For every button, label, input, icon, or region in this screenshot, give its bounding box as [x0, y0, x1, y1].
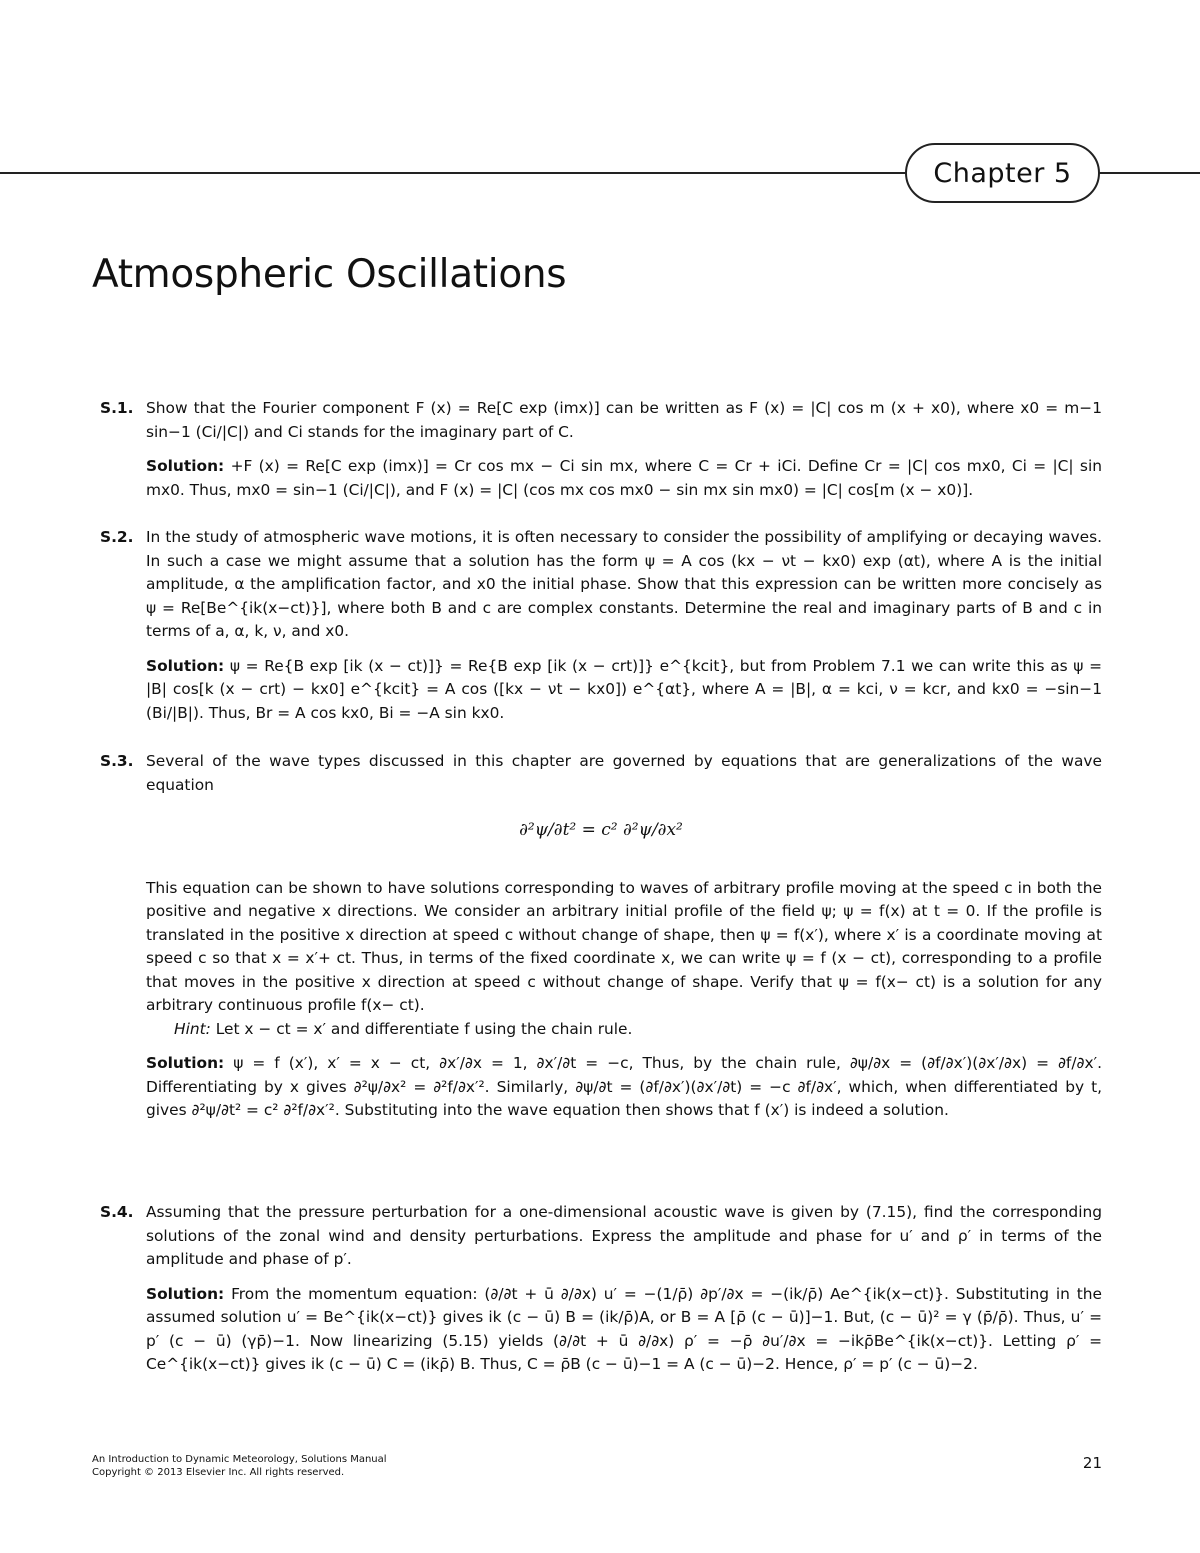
chapter-rule-left	[0, 172, 906, 174]
solution-text: ψ = Re{B exp [ik (x − ct)]} = Re{B exp [ik (x − crt)]} e^{kcit}, but from Problem 7.1 we can write this as ψ = |B| cos[k (x − crt) − kx0] e^{kcit} = A cos ([kx − νt − kx0]) e^{αt}, where A = |B|, α = kci, ν = kcr, and kx0 = −sin−1 (Bi/|B|). Thus, Br = A cos kx0, Bi = −A sin kx0.	[146, 656, 1102, 722]
footer	[92, 1453, 387, 1479]
footer-book-title: An Introduction to Dynamic Meteorology, Solutions Manual	[92, 1454, 387, 1465]
chapter-title: Atmospheric Oscillations	[92, 252, 567, 297]
hint-text: Let x − ct = x′ and differentiate f using the chain rule.	[215, 1019, 633, 1038]
problem-question: Assuming that the pressure perturbation for a one-dimensional acoustic wave is given by (7.15), find the corresponding solutions of the zonal wind and density perturbations. Express the amplitude and phase for u′ and ρ′ in terms of the amplitude and phase of p′.	[146, 1203, 1102, 1268]
solution	[146, 1283, 1102, 1377]
problem-number: S.3.	[100, 752, 134, 770]
wave-equation-text: ∂²ψ/∂t² = c² ∂²ψ/∂x²	[519, 820, 683, 840]
solution	[146, 1052, 1102, 1123]
solution-label: Solution:	[146, 457, 225, 475]
footer-copyright: Copyright © 2013 Elsevier Inc. All rights reserved.	[92, 1467, 345, 1478]
hint	[146, 1018, 1102, 1042]
solution-text: ψ = f (x′), x′ = x − ct, ∂x′/∂x = 1, ∂x′/∂t = −c, Thus, by the chain rule, ∂ψ/∂x = (∂f/∂x′)(∂x′/∂x) = ∂f/∂x′. Differentiating by x gives ∂²ψ/∂x² = ∂²f/∂x′². Similarly, ∂ψ/∂t = (∂f/∂x′)(∂x′/∂t) = −c ∂f/∂x′, which, when differentiated by t, gives ∂²ψ/∂t² = c² ∂²f/∂x′². Substituting into the wave equation then shows that f (x′) is indeed a solution.	[146, 1054, 1102, 1119]
problem-question: In the study of atmospheric wave motions, it is often necessary to consider the possibility of amplifying or decaying waves. In such a case we might assume that a solution has the form ψ = A cos (kx − νt − kx0) exp (αt), where A is the initial amplitude, α the amplification factor, and x0 the initial phase. Show that this expression can be written more concisely as ψ = Re[Be^{ik(x−ct)}], where both B and c are complex constants. Determine the real and imaginary parts of B and c in terms of a, α, k, ν, and x0.	[146, 528, 1102, 640]
solution-label: Solution:	[146, 656, 225, 675]
hint-label: Hint:	[174, 1019, 211, 1038]
solution	[146, 455, 1102, 502]
solution-text: +F (x) = Re[C exp (imx)] = Cr cos mx − Ci sin mx, where C = Cr + iCi. Define Cr = |C| cos mx0, Ci = |C| sin mx0. Thus, mx0 = sin−1 (Ci/|C|), and F (x) = |C| (cos mx cos mx0 − sin mx sin mx0) = |C| cos[m (x − x0)].	[146, 457, 1102, 499]
page-number: 21	[1082, 1454, 1102, 1472]
problem-s1	[100, 397, 1102, 502]
solution-label: Solution:	[146, 1054, 225, 1072]
chapter-label: Chapter 5	[905, 143, 1100, 203]
problem-s3	[100, 750, 1102, 1123]
wave-equation	[100, 819, 1102, 843]
problem-question: Several of the wave types discussed in this chapter are governed by equations that are generalizations of the wave equation	[146, 752, 1102, 794]
problem-number: S.4.	[100, 1203, 134, 1221]
solution	[146, 655, 1102, 726]
problem-number: S.2.	[100, 528, 134, 546]
problem-question: Show that the Fourier component F (x) = Re[C exp (imx)] can be written as F (x) = |C| cos m (x + x0), where x0 = m−1 sin−1 (Ci/|C|) and Ci stands for the imaginary part of C.	[146, 399, 1102, 441]
problem-question-continued: This equation can be shown to have solutions corresponding to waves of arbitrary profile moving at the speed c in both the positive and negative x directions. We consider an arbitrary initial profile of the field ψ; ψ = f(x) at t = 0. If the profile is translated in the positive x direction at speed c without change of shape, then ψ = f(x′), where x′ is a coordinate moving at speed c so that x = x′+ ct. Thus, in terms of the fixed coordinate x, we can write ψ = f (x − ct), corresponding to a profile that moves in the positive x direction at speed c without change of shape. Verify that ψ = f(x− ct) is a solution for any arbitrary continuous profile f(x− ct).	[146, 878, 1102, 1014]
problem-s2	[100, 526, 1102, 725]
problem-s4	[100, 1201, 1102, 1377]
solution-label: Solution:	[146, 1284, 225, 1303]
solution-text: From the momentum equation: (∂/∂t + ū ∂/∂x) u′ = −(1/ρ̄) ∂p′/∂x = −(ik/ρ̄) Ae^{ik(x−ct)}. Substituting in the assumed solution u′ = Be^{ik(x−ct)} gives ik (c − ū) B = (ik/ρ̄)A, or B = A [ρ̄ (c − ū)]−1. But, (c − ū)² = γ (p̄/ρ̄). Thus, u′ = p′ (c − ū) (γp̄)−1. Now linearizing (5.15) yields (∂/∂t + ū ∂/∂x) ρ′ = −ρ̄ ∂u′/∂x = −ikρ̄Be^{ik(x−ct)}. Letting ρ′ = Ce^{ik(x−ct)} gives ik (c − ū) C = (ikρ̄) B. Thus, C = ρ̄B (c − ū)−1 = A (c − ū)−2. Hence, ρ′ = p′ (c − ū)−2.	[146, 1284, 1102, 1373]
problem-number: S.1.	[100, 399, 134, 417]
chapter-rule-right	[1098, 172, 1200, 174]
